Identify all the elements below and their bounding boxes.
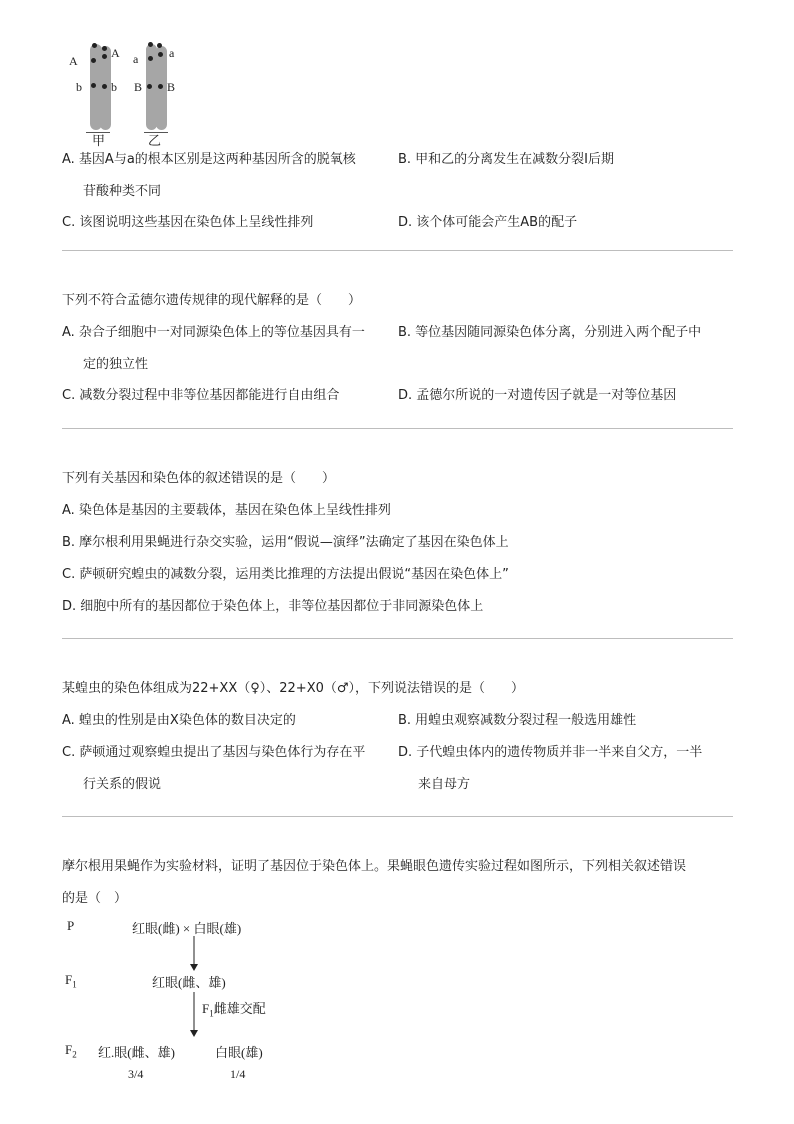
arrow-down-icon [188,936,200,972]
option-a-line1[interactable]: A. 杂合子细胞中一对同源染色体上的等位基因具有一 [62,325,365,340]
option-a-line1[interactable]: A. 基因A与a的根本区别是这两种基因所含的脱氧核 [62,152,356,167]
gene-dot [91,58,96,63]
cross-diagram [60,912,320,1084]
gene-label: b [76,80,82,94]
chromosome-name-jia: 甲 [92,134,106,149]
gene-dot [102,54,107,59]
question-stem: 某蝗虫的染色体组成为22+XX（♀）、22+X0（♂），下列说法错误的是（ ） [62,681,525,696]
option-c[interactable]: C. 萨顿研究蝗虫的减数分裂，运用类比推理的方法提出假说“基因在染色体上” [62,567,509,582]
generation-label-f2: $F_2$ [65,1042,77,1060]
gene-dot [92,43,97,48]
generation-label-f1: $F_1$ [65,972,77,990]
option-b[interactable]: B. 用蝗虫观察减数分裂过程一般选用雄性 [398,713,637,728]
f2-white-phenotype: 白眼(雄) [215,1045,263,1060]
option-a-line2: 定的独立性 [83,357,149,372]
gene-dot [91,83,96,88]
question-stem-line1: 摩尔根用果蝇作为实验材料，证明了基因位于染色体上。果蝇眼色遗传实验过程如图所示，下列相关叙述错误 [62,859,687,874]
option-a[interactable]: A. 蝗虫的性别是由X染色体的数目决定的 [62,713,296,728]
gene-dot [158,84,163,89]
option-c-line1[interactable]: C. 萨顿通过观察蝗虫提出了基因与染色体行为存在平 [62,745,366,760]
option-a[interactable]: A. 染色体是基因的主要载体，基因在染色体上呈线性排列 [62,503,391,518]
option-d-line1[interactable]: D. 子代蝗虫体内的遗传物质并非一半来自父方，一半 [398,745,703,760]
f2-red-phenotype: 红.眼(雌、雄) [98,1045,175,1060]
question-stem-line2: 的是（ ） [62,891,128,906]
gene-label: a [133,52,139,66]
gene-dot [157,43,162,48]
option-d-line2: 来自母方 [418,777,471,792]
chromosome-figure [60,38,190,149]
gene-label: B [134,80,143,94]
option-c[interactable]: C. 减数分裂过程中非等位基因都能进行自由组合 [62,388,340,403]
f2-red-ratio: 3/4 [128,1067,144,1081]
option-c-line2: 行关系的假说 [83,777,162,792]
divider [62,250,733,251]
gene-dot [148,42,153,47]
chromosome-name-yi: 乙 [148,134,162,149]
option-b[interactable]: B. 甲和乙的分离发生在减数分裂Ⅰ后期 [398,152,615,167]
option-c[interactable]: C. 该图说明这些基因在染色体上呈线性排列 [62,215,314,230]
f1-phenotype: 红眼(雌、雄) [152,975,226,990]
divider [62,428,733,429]
arrow-down-icon [188,992,200,1038]
option-b[interactable]: B. 摩尔根利用果蝇进行杂交实验，运用“假说—演绎”法确定了基因在染色体上 [62,535,509,550]
divider [62,638,733,639]
gene-label: B [167,80,176,94]
option-d[interactable]: D. 细胞中所有的基因都位于染色体上，非等位基因都位于非同源染色体上 [62,599,484,614]
gene-label: A [111,46,120,60]
gene-label: A [69,54,78,68]
gene-dot [102,46,107,51]
question-stem: 下列不符合孟德尔遗传规律的现代解释的是（ ） [62,293,362,308]
gene-dot [102,84,107,89]
option-d[interactable]: D. 孟德尔所说的一对遗传因子就是一对等位基因 [398,388,677,403]
divider [62,816,733,817]
cross-note: $F_1$雌雄交配 [202,1001,266,1019]
gene-dot [148,56,153,61]
gene-label: b [111,80,117,94]
gene-dot [147,84,152,89]
parent-cross: 红眼(雌) × 白眼(雄) [132,921,242,936]
f2-white-ratio: 1/4 [230,1067,246,1081]
question-stem: 下列有关基因和染色体的叙述错误的是（ ） [62,471,336,486]
generation-label-p: P [67,918,75,933]
option-b[interactable]: B. 等位基因随同源染色体分离，分别进入两个配子中 [398,325,702,340]
option-d[interactable]: D. 该个体可能会产生AB的配子 [398,215,578,230]
gene-label: a [169,46,175,60]
gene-dot [158,52,163,57]
option-a-line2: 苷酸种类不同 [83,184,162,199]
